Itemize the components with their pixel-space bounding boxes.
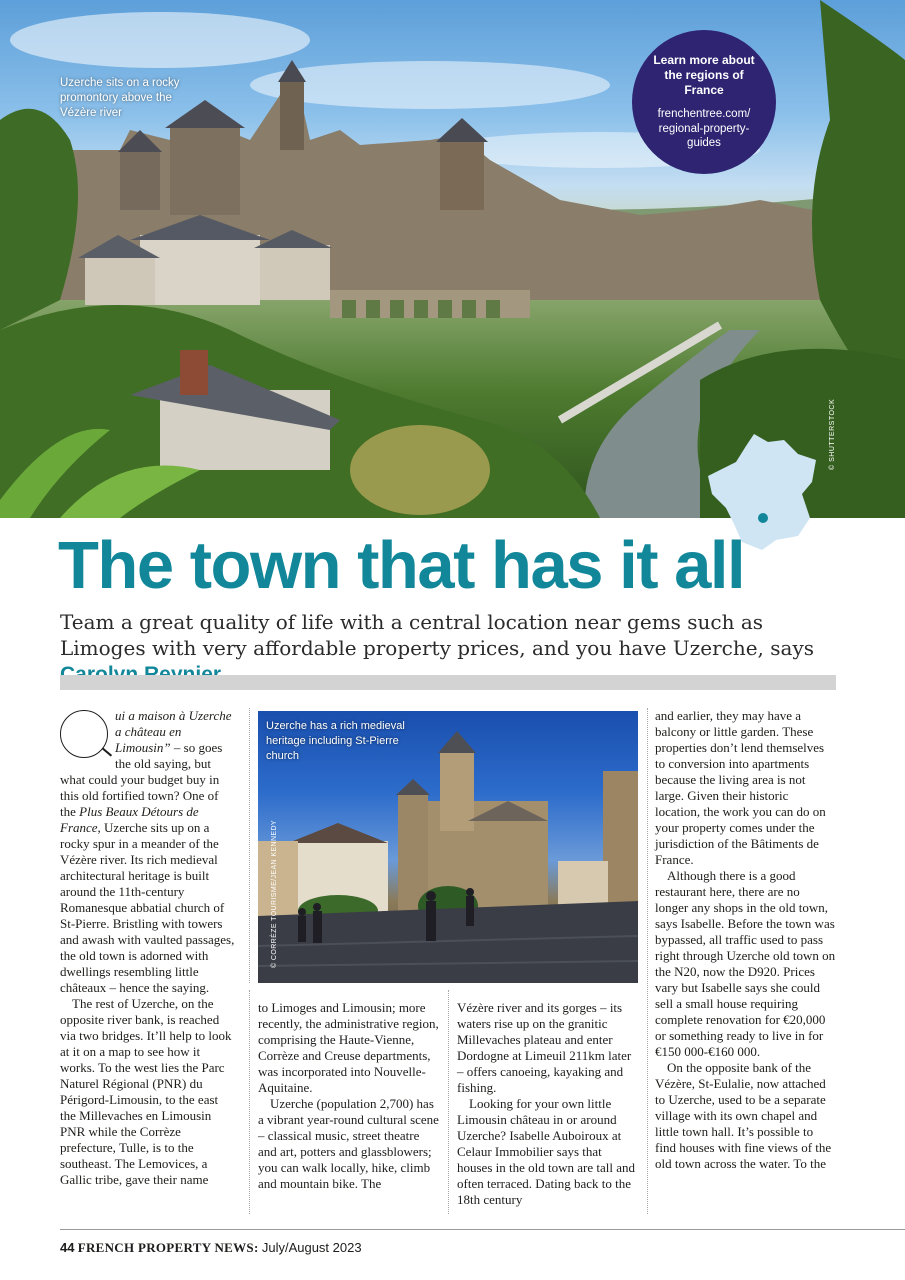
column-rule [249,990,250,1214]
paragraph: Uzerche (population 2,700) has a vibrant year-round cultural scene – classical music, street theatre and art, potters and glassblowers; you can walk locally, hike, climb and mountain bike. The [258,1096,439,1191]
inset-photo-credit: © CORRÈZE TOURISME/JEAN KENNEDY [271,820,278,968]
lead-quote: ui a maison à Uzerche a château en Limousin” [115,708,232,755]
label-italic: Plus Beaux Détours de France [60,804,199,835]
column-rule [249,708,250,983]
column-2 [258,1000,439,1192]
lead-text-end: , Uzerche sits up on a rocky spur in a meander of the Vézère river. Its rich medieval architectural heritage is built around the 11th-century Romanesque abbatial church of St-Pierre. Bristling with towers and awash with vaulted passages, the old town is adorned with dwellings resembling little châteaux – hence the saying. [60,820,235,995]
paragraph: to Limoges and Limousin; more recently, the administrative region, comprising the Haute-Vienne, Corrèze and Creuse departments, was incorporated into Nouvelle-Aquitaine. [258,1000,439,1095]
page-footer [60,1240,362,1256]
standfirst-text: Team a great quality of life with a central location near gems such as Limoges with very affordable property prices, and you have Uzerche, says [60,610,815,660]
column-1 [60,708,236,1188]
hero-caption: Uzerche sits on a rocky promontory above the Vézère river [60,77,180,119]
dropcap-q [60,710,108,758]
magazine-name: FRENCH PROPERTY NEWS: [77,1240,259,1255]
paragraph [60,708,236,996]
lead-text: – so goes the old saying, but what could your budget buy in this old fortified town? One of the [60,740,223,819]
column-rule [647,708,648,1214]
column-4 [655,708,836,1172]
issue-date: July/August 2023 [261,1240,362,1255]
divider-bar [60,675,836,690]
column-3 [457,1000,638,1208]
paragraph: and earlier, they may have a balcony or little garden. These properties don’t lend themselves to conversion into apartments because the living area is not large. Given their historic location, the work you can do on your property comes under the jurisdiction of the Bâtiments de France. [655,708,826,867]
promo-badge[interactable] [632,30,776,174]
article-headline: The town that has it all [58,528,745,603]
hero-photo-credit: © SHUTTERSTOCK [829,398,836,470]
inset-caption: Uzerche has a rich medieval heritage including St-Pierre church [266,720,405,762]
footer-rule [60,1229,905,1230]
paragraph: Vézère river and its gorges – its waters rise up on the granitic Millevaches plateau and enter Dordogne at Limeuil 211km later – offers canoeing, kayaking and fishing. [457,1000,632,1095]
page-number: 44 [60,1240,75,1255]
promo-link[interactable]: frenchentree.com/ regional-property- guides [657,108,751,150]
inset-photo [258,711,638,983]
column-rule [448,990,449,1214]
paragraph: Although there is a good restaurant here, there are no longer any shops in the old town, says Isabelle. Before the town was bypassed, all traffic used to pass right through Uzerche old town on the N20, now the D920. Prices vary but Isabelle says she could sell a small house requiring complete renovation for €20,000 or something ready to live in for €150 000-€160 000. [655,868,836,1059]
paragraph: The rest of Uzerche, on the opposite river bank, is reached via two bridges. It’ll help to look at it on a map to see how it works. To the west lies the Parc Naturel Régional (PNR) du Périgord-Limousin, to the east the Millevaches en Limousin PNR while the Corrèze prefecture, Tulle, is to the southeast. The Lemovices, a Gallic tribe, gave their name [60,996,232,1187]
paragraph: On the opposite bank of the Vézère, St-Eulalie, now attached to Uzerche, used to be a separate village with its own chapel and little town hall. It’s possible to find houses with fine views of the old town across the water. To the [655,1060,832,1171]
promo-title: Learn more about the regions of France [653,53,755,98]
paragraph: Looking for your own little Limousin château in or around Uzerche? Isabelle Auboiroux at Celaur Immobilier says that houses in the old town are tall and often terraced. Dating back to the 18th century [457,1096,635,1207]
